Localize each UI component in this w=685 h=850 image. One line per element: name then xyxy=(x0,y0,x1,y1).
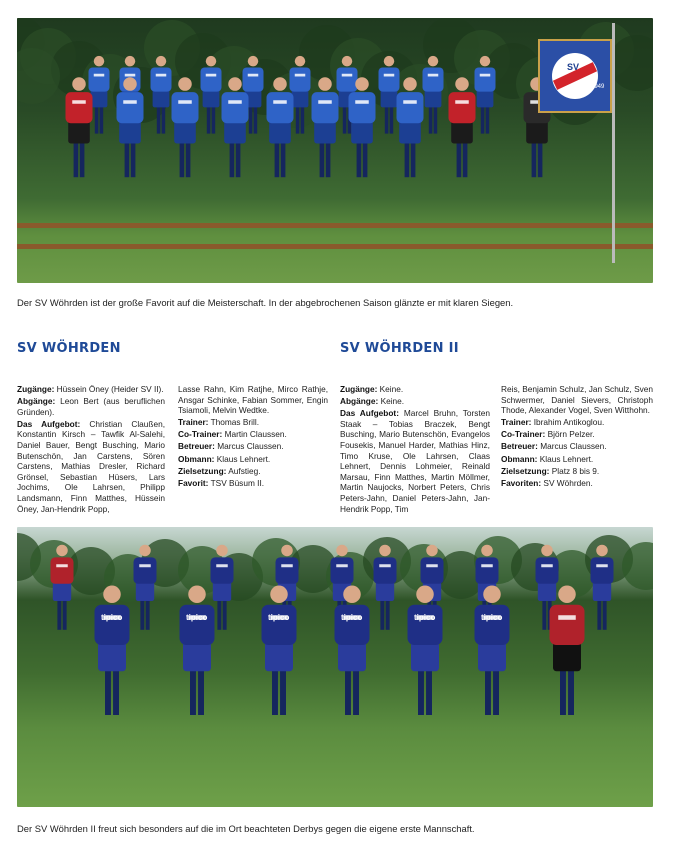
player-front-row xyxy=(95,586,130,716)
info-text: Hüssein Öney (Heider SV II). xyxy=(54,384,164,394)
info-label: Co-Trainer: xyxy=(501,429,546,440)
info-label: Obmann: xyxy=(178,453,215,464)
info-entry xyxy=(17,396,165,417)
staff-member xyxy=(449,77,476,177)
info-label: Betreuer: xyxy=(501,441,538,452)
info-text: Marcel Bruhn, Torsten Staak – Tobias Braczek, Bengt Busching, Mario Butenschön, Evangelos Fousekis, Manuel Harder, Mathias Hinz, Timo Kruse, Ole Lahrsen, Claas Lehnert, Dennis Lohmeier, Reinald Marsau, Finn Matthes, Martin Möllmer, Martin Naujocks, Norbert Peters, Chris Peters-Jahn, Daniel Peters-Jahn, Jan-Hendrik Popp, Tim xyxy=(340,408,490,514)
info-label: Trainer: xyxy=(501,417,532,428)
info-label: Das Aufgebot: xyxy=(340,408,399,419)
info-entry xyxy=(178,417,328,428)
staff-member xyxy=(550,586,585,716)
info-entry xyxy=(501,417,653,428)
info-text: SV Wöhrden. xyxy=(541,477,593,488)
info-text: Marcus Claussen. xyxy=(214,441,284,452)
team-photo-2-drawing xyxy=(17,527,653,807)
info-entry xyxy=(340,384,490,395)
banner-year: 1949 xyxy=(591,84,605,90)
info-text: Keine. xyxy=(377,384,404,394)
jersey-sponsor: tipico xyxy=(268,613,290,622)
flag-pole xyxy=(612,23,615,263)
info-entry xyxy=(17,384,165,395)
info-text: Reis, Benjamin Schulz, Jan Schulz, Sven Schwermer, Daniel Sievers, Christoph Thode, Alexander Vogel, Sven Witthohn. xyxy=(501,384,653,416)
info-label: Obmann: xyxy=(501,453,538,464)
info-label: Favoriten: xyxy=(501,477,542,488)
fence-rail xyxy=(17,244,653,249)
info-text: Aufstieg. xyxy=(226,465,261,476)
info-label: Favorit: xyxy=(178,477,209,488)
player-front-row xyxy=(475,586,510,716)
team2-info-column-2 xyxy=(501,384,653,490)
jersey-sponsor: tipico xyxy=(414,613,436,622)
team1-info-column-1 xyxy=(17,384,165,516)
info-text: Martin Claussen. xyxy=(222,429,287,440)
info-text: Klaus Lehnert. xyxy=(214,453,271,464)
info-entry xyxy=(340,408,490,514)
jersey-sponsor: tipico xyxy=(481,613,503,622)
player-front-row xyxy=(408,586,443,716)
info-label: Zugänge: xyxy=(340,384,378,394)
info-text: Klaus Lehnert. xyxy=(537,453,594,464)
info-label: Zugänge: xyxy=(17,384,55,394)
team-photo-sv-woehrden-ii xyxy=(17,527,653,807)
info-label: Das Aufgebot: xyxy=(17,418,81,429)
info-text: Marcus Claussen. xyxy=(537,441,607,452)
team2-info-column-1 xyxy=(340,384,490,516)
info-label: Co-Trainer: xyxy=(178,429,223,440)
info-label: Zielsetzung: xyxy=(178,465,227,476)
info-entry xyxy=(178,466,328,477)
photo-caption-bottom: Der SV Wöhrden II freut sich besonders auf die im Ort beachteten Derbys gegen die eigene erste Mannschaft. xyxy=(17,823,475,834)
info-text: Thomas Brill. xyxy=(208,417,260,428)
info-entry xyxy=(17,419,165,514)
info-label: Abgänge: xyxy=(340,396,379,407)
info-text: Christian Claußen, Konstantin Kirsch – Tawfik Al-Salehi, Daniel Bauer, Bengt Busching, Mario Butenschön, Jan Carstens, Sören Carstens, Mathias Dresler, Richard Grönsel, Sebastian Hüsers, Lars Jochims, Ole Lahrsen, Philipp Landsmann, Finn Matthes, Hüssein Öney, Jan-Hendrik Popp, xyxy=(17,418,165,514)
team1-info-column-2 xyxy=(178,384,328,490)
info-entry xyxy=(178,478,328,489)
info-text: Ibrahim Antikoglou. xyxy=(531,417,605,428)
info-text: Platz 8 bis 9. xyxy=(549,465,600,476)
info-entry xyxy=(501,466,653,477)
player-front-row xyxy=(172,77,199,177)
info-text: Leon Bert (aus beruflichen Gründen). xyxy=(17,396,165,417)
banner-text: SV xyxy=(567,62,580,72)
info-text: Keine. xyxy=(378,396,405,407)
team-photo-sv-woehrden xyxy=(17,18,653,283)
team-photo-1-drawing xyxy=(17,18,653,283)
jersey-sponsor: tipico xyxy=(341,613,363,622)
fence-rail xyxy=(17,223,653,228)
info-entry xyxy=(501,478,653,489)
info-entry xyxy=(501,384,653,416)
info-text: Björn Pelzer. xyxy=(545,429,595,440)
info-entry xyxy=(178,454,328,465)
info-entry xyxy=(178,384,328,416)
info-label: Betreuer: xyxy=(178,441,215,452)
player-front-row xyxy=(180,586,215,716)
info-label: Zielsetzung: xyxy=(501,465,550,476)
info-entry xyxy=(340,396,490,407)
team1-heading: SV WÖHRDEN xyxy=(17,341,121,356)
info-entry xyxy=(178,441,328,452)
info-label: Trainer: xyxy=(178,417,209,428)
info-label: Abgänge: xyxy=(17,396,56,407)
info-entry xyxy=(501,429,653,440)
info-text: TSV Büsum II. xyxy=(208,477,265,488)
photo-caption-top: Der SV Wöhrden ist der große Favorit auf die Meisterschaft. In der abgebrochenen Saison glänzte er mit klaren Siegen. xyxy=(17,297,514,308)
info-text: Lasse Rahn, Kim Ratjhe, Mirco Rathje, Ansgar Schinke, Fabian Sommer, Engin Tsiamoli, Melvin Wedtke. xyxy=(178,384,328,416)
info-entry xyxy=(501,454,653,465)
info-entry xyxy=(178,429,328,440)
jersey-sponsor: tipico xyxy=(186,613,208,622)
jersey-sponsor: tipico xyxy=(101,613,123,622)
team2-heading: SV WÖHRDEN II xyxy=(340,341,459,356)
info-entry xyxy=(501,441,653,452)
